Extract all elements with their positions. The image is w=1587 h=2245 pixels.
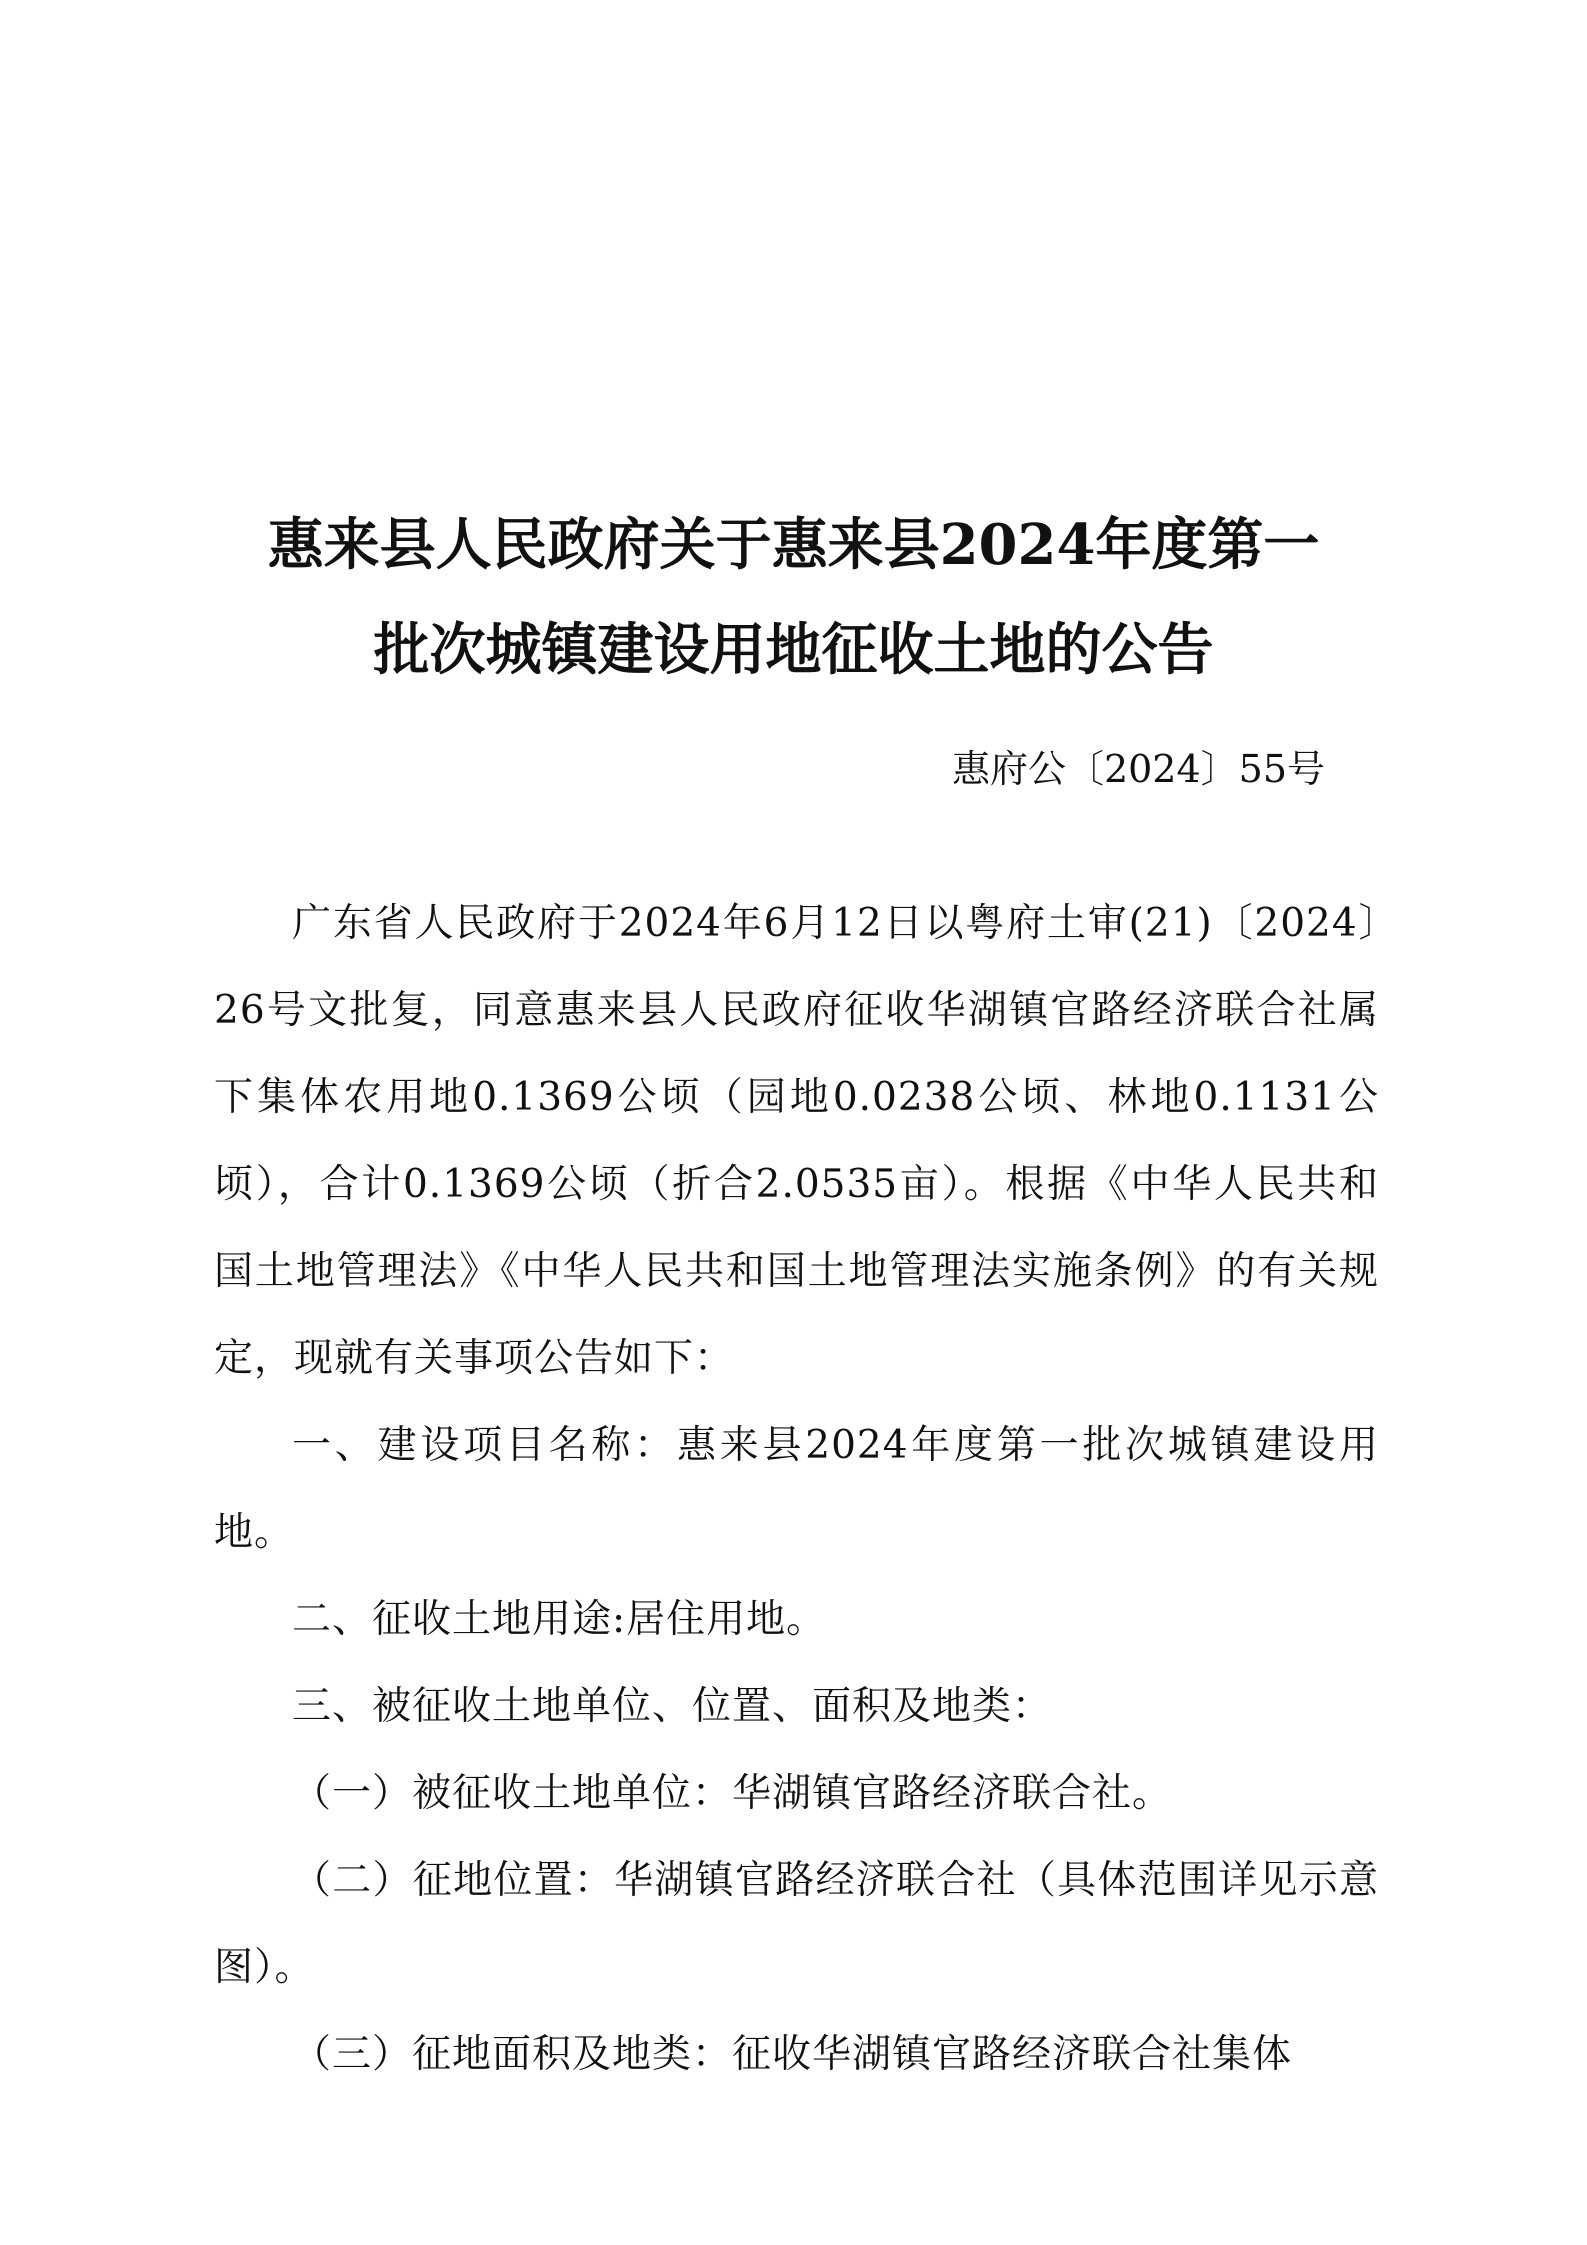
document-title: [210, 493, 1377, 703]
section-3-item-3: （三）征地面积及地类：征收华湖镇官路经济联合社集体: [292, 2032, 1293, 2077]
document-number: 惠府公〔2024〕55号: [951, 747, 1325, 791]
section-3-heading: 三、被征收土地单位、位置、面积及地类：: [292, 1684, 1053, 1729]
section-3-item-2: （二）征地位置：华湖镇官路经济联合社（具体范围详见示意图）。: [214, 1858, 1379, 1990]
title-line-2: 批次城镇建设用地征收土地的公告: [373, 616, 1214, 683]
section-2-land-use: 二、征收土地用途:居住用地。: [292, 1597, 827, 1642]
document-body: [214, 880, 1379, 2098]
title-line-1: 惠来县人民政府关于惠来县2024年度第一: [267, 511, 1320, 578]
section-3-item-1: （一）被征收土地单位：华湖镇官路经济联合社。: [292, 1771, 1173, 1816]
intro-paragraph: 广东省人民政府于2024年6月12日以粤府土审(21)〔2024〕26号文批复，同意惠来县人民政府征收华湖镇官路经济联合社属下集体农用地0.1369公顷（园地0.0238公顷、林地0.1131公顷），合计0.1369公顷（折合2.0535亩）。根据《中华人民共和国土地管理法》《中华人民共和国土地管理法实施条例》的有关规定，现就有关事项公告如下：: [214, 901, 1380, 1381]
section-1-project-name: 一、建设项目名称：惠来县2024年度第一批次城镇建设用地。: [214, 1423, 1379, 1555]
